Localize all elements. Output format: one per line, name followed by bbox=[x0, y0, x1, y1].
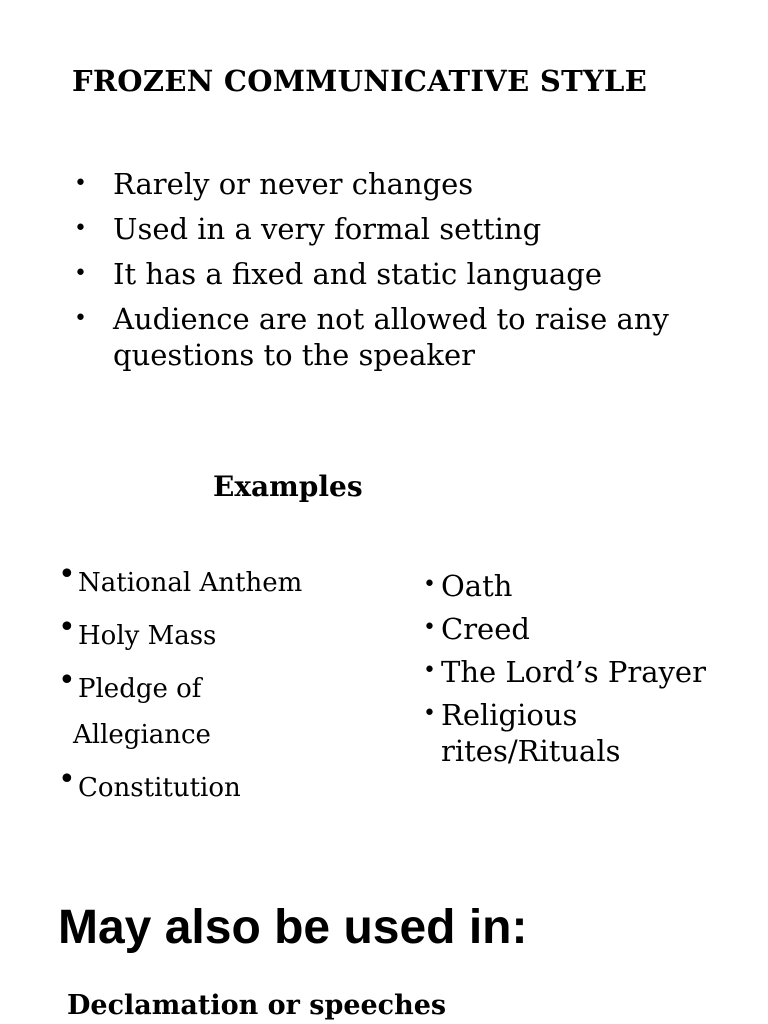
examples-heading: Examples bbox=[213, 470, 363, 503]
bullet-icon: • bbox=[423, 615, 436, 640]
bullet-icon: • bbox=[58, 762, 76, 797]
characteristic-text: Used in a very formal setting bbox=[113, 212, 542, 246]
bullet-icon: • bbox=[423, 572, 436, 597]
example-text: Religious rites/Rituals bbox=[441, 698, 621, 768]
also-used-item: Declamation or speeches bbox=[67, 990, 447, 1021]
list-item bbox=[72, 166, 712, 202]
characteristic-text: Audience are not allowed to raise any questions to the speaker bbox=[113, 302, 669, 372]
list-item bbox=[423, 697, 763, 769]
bullet-icon: • bbox=[74, 306, 87, 331]
example-text: Oath bbox=[441, 569, 513, 603]
characteristics-list bbox=[72, 166, 712, 382]
example-text: Constitution bbox=[78, 773, 241, 803]
bullet-icon: • bbox=[74, 171, 87, 196]
list-item bbox=[423, 568, 763, 604]
example-text: National Anthem bbox=[78, 568, 303, 598]
characteristic-text: Rarely or never changes bbox=[113, 167, 474, 201]
examples-left-list bbox=[58, 557, 388, 818]
example-text: Holy Mass bbox=[78, 621, 217, 651]
list-item bbox=[58, 610, 388, 659]
bullet-icon: • bbox=[423, 701, 436, 726]
example-text-continuation: Allegiance bbox=[73, 720, 211, 750]
list-item bbox=[72, 301, 712, 373]
example-text: Pledge of bbox=[78, 674, 202, 704]
bullet-icon: • bbox=[58, 557, 76, 592]
bullet-icon: • bbox=[58, 663, 76, 698]
also-used-heading: May also be used in: bbox=[58, 901, 528, 954]
characteristic-text: It has a fixed and static language bbox=[113, 257, 603, 291]
page-title: FROZEN COMMUNICATIVE STYLE bbox=[72, 64, 648, 98]
bullet-icon: • bbox=[74, 216, 87, 241]
list-item bbox=[58, 663, 388, 758]
list-item bbox=[58, 557, 388, 606]
list-item bbox=[423, 654, 763, 690]
example-text: Creed bbox=[441, 612, 530, 646]
examples-right-list bbox=[423, 568, 763, 776]
bullet-icon: • bbox=[423, 658, 436, 683]
example-text: The Lord’s Prayer bbox=[441, 655, 706, 689]
list-item bbox=[72, 211, 712, 247]
bullet-icon: • bbox=[58, 610, 76, 645]
bullet-icon: • bbox=[74, 261, 87, 286]
list-item bbox=[58, 762, 388, 811]
list-item bbox=[72, 256, 712, 292]
list-item bbox=[423, 611, 763, 647]
